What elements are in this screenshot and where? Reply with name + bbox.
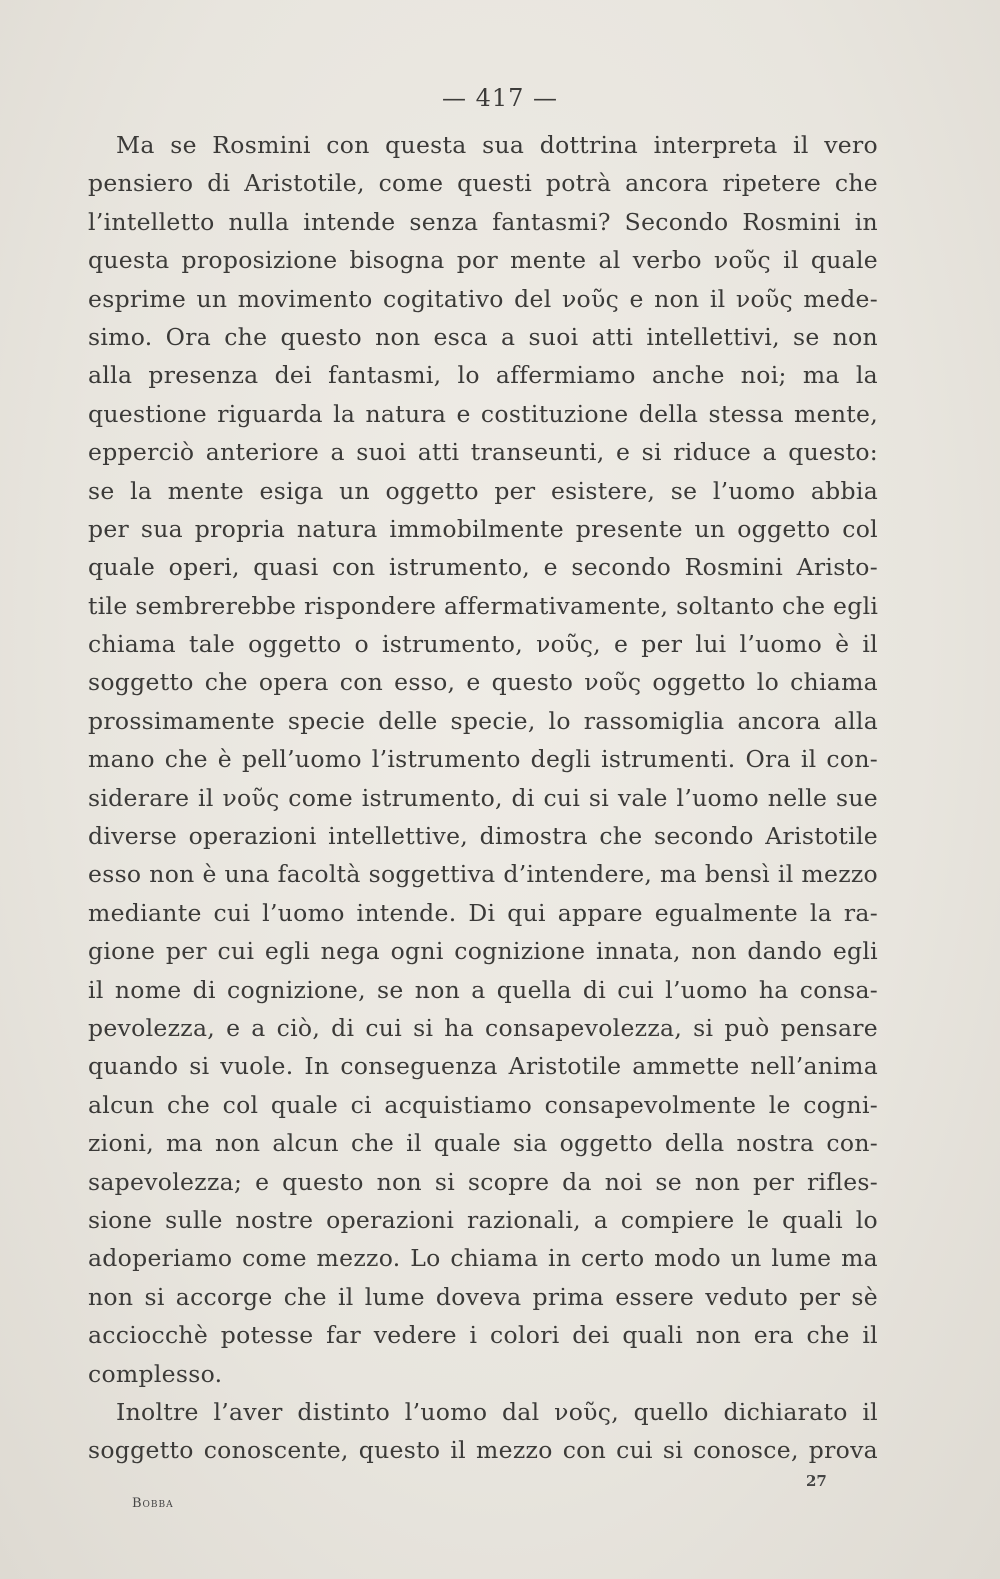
text-line: prossimamente specie delle specie, lo rassomiglia ancora alla <box>88 706 878 735</box>
text-line: questione riguarda la natura e costituzione della stessa mente, <box>88 399 878 428</box>
text-line: esso non è una facoltà soggettiva d’intendere, ma bensì il mezzo <box>88 860 878 889</box>
text-line: Ma se Rosmini con questa sua dottrina interpreta il vero <box>116 131 878 159</box>
text-line: siderare il νοῦς come istrumento, di cui si vale l’uomo nelle sue <box>88 783 878 812</box>
text-line: zioni, ma non alcun che il quale sia oggetto della nostra con- <box>88 1129 878 1158</box>
text-line: adoperiamo come mezzo. Lo chiama in certo modo un lume ma <box>88 1244 878 1273</box>
text-line: esprime un movimento cogitativo del νοῦς e non il νοῦς mede- <box>88 284 878 313</box>
body-text <box>88 126 878 1470</box>
page-number: — 417 — <box>441 84 559 112</box>
text-line: il nome di cognizione, se non a quella di cui l’uomo ha consa- <box>88 975 878 1004</box>
signature-mark: Bobba <box>132 1496 174 1511</box>
text-line: quale operi, quasi con istrumento, e secondo Rosmini Aristo- <box>88 553 878 582</box>
text-line: diverse operazioni intellettive, dimostra che secondo Aristotile <box>88 822 878 851</box>
text-line: soggetto che opera con esso, e questo νοῦς oggetto lo chiama <box>88 668 878 697</box>
text-line: alcun che col quale ci acquistiamo consapevolmente le cogni- <box>88 1090 878 1119</box>
text-line: quando si vuole. In conseguenza Aristotile ammette nell’anima <box>88 1052 878 1081</box>
text-line: questa proposizione bisogna por mente al verbo νοῦς il quale <box>88 246 878 275</box>
text-line: pensiero di Aristotile, come questi potrà ancora ripetere che <box>88 169 878 198</box>
text-line: se la mente esiga un oggetto per esistere, se l’uomo abbia <box>88 476 878 505</box>
text-line: tile sembrerebbe rispondere affermativamente, soltanto che egli <box>88 591 879 620</box>
text-line: soggetto conoscente, questo il mezzo con cui si conosce, prova <box>88 1436 878 1465</box>
text-line: acciocchè potesse far vedere i colori dei quali non era che il <box>88 1321 878 1350</box>
text-line: mano che è pell’uomo l’istrumento degli istrumenti. Ora il con- <box>88 745 878 774</box>
text-line: chiama tale oggetto o istrumento, νοῦς, e per lui l’uomo è il <box>88 630 878 659</box>
text-line: pevolezza, e a ciò, di cui si ha consapevolezza, si può pensare <box>88 1013 878 1042</box>
signature-number: 27 <box>806 1472 827 1490</box>
text-line: mediante cui l’uomo intende. Di qui appare egualmente la ra- <box>88 898 878 927</box>
text-line: simo. Ora che questo non esca a suoi atti intellettivi, se non <box>88 322 878 351</box>
text-line: complesso. <box>88 1359 223 1388</box>
text-line: sapevolezza; e questo non si scopre da noi se non per rifles- <box>88 1167 878 1196</box>
text-line: Inoltre l’aver distinto l’uomo dal νοῦς, quello dichiarato il <box>116 1397 878 1426</box>
text-line: gione per cui egli nega ogni cognizione innata, non dando egli <box>88 937 878 966</box>
text-line: epperciò anteriore a suoi atti transeunti, e si riduce a questo: <box>88 438 878 467</box>
text-line: non si accorge che il lume doveva prima essere veduto per sè <box>88 1282 878 1311</box>
text-line: alla presenza dei fantasmi, lo affermiamo anche noi; ma la <box>88 361 878 390</box>
text-line: sione sulle nostre operazioni razionali, a compiere le quali lo <box>88 1205 878 1234</box>
text-line: per sua propria natura immobilmente presente un oggetto col <box>88 514 878 543</box>
text-line: l’intelletto nulla intende senza fantasmi? Secondo Rosmini in <box>88 207 878 236</box>
